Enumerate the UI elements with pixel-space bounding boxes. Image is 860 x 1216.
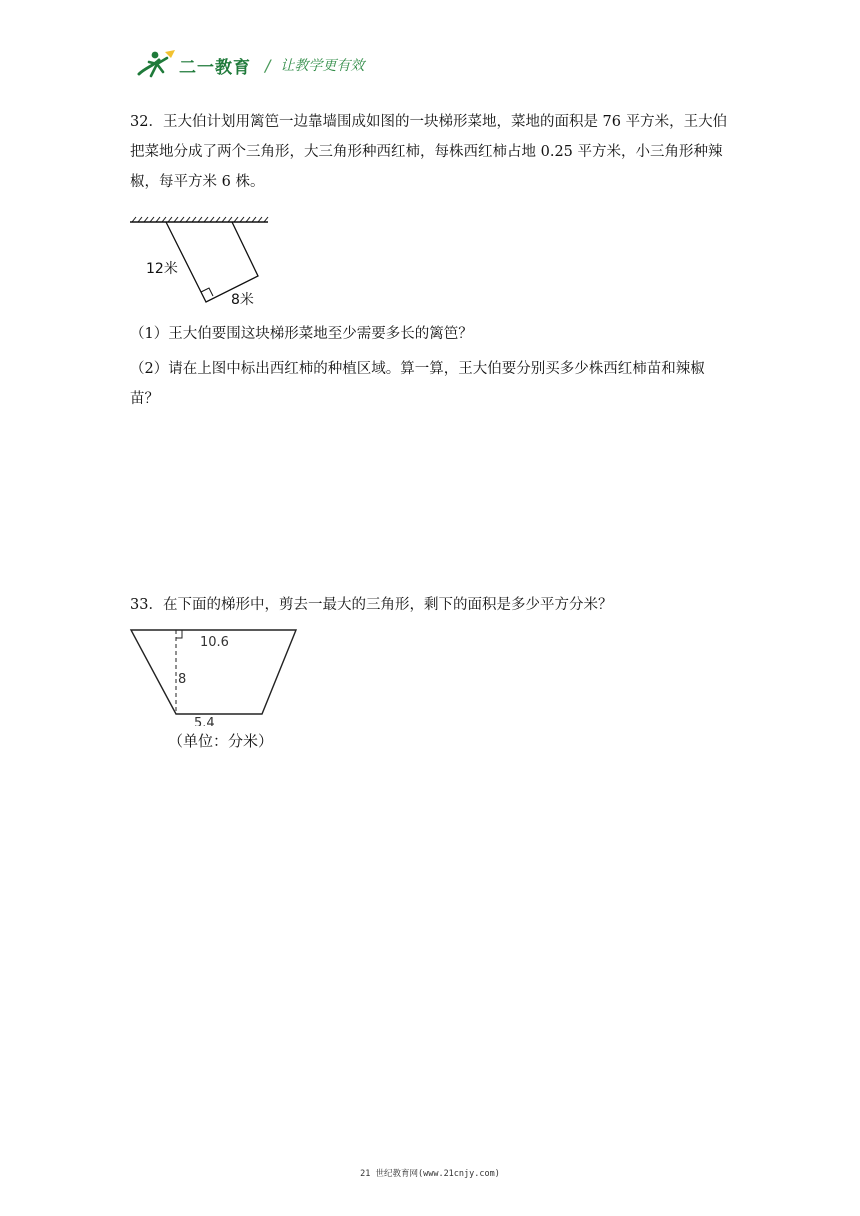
header-slogan: 让教学更有效 bbox=[280, 58, 365, 74]
page-header bbox=[135, 48, 364, 82]
unit-label: （单位：分米） bbox=[168, 732, 274, 750]
question-32-part-1: （1）王大伯要围这块梯形菜地至少需要多长的篱笆？ bbox=[130, 326, 473, 342]
runner-logo-icon bbox=[135, 48, 177, 82]
header-separator: / bbox=[265, 55, 271, 75]
height-label: 8 bbox=[178, 672, 187, 687]
brand-name: 二一教育 bbox=[179, 57, 251, 78]
question-33-text: 33．在下面的梯形中，剪去一最大的三角形，剩下的面积是多少平方分米？ bbox=[130, 597, 613, 613]
label-8m: 8米 bbox=[231, 292, 254, 308]
question-32-figure bbox=[128, 214, 278, 314]
height-right-angle-mark bbox=[176, 630, 182, 638]
question-32-text: 32．王大伯计划用篱笆一边靠墙围成如图的一块梯形菜地，菜地的面积是 76 平方米，王大伯把菜地分成了两个三角形，大三角形种西红柿，每株西红柿占地 0.25 平方米，小三角形种辣椒，每平方米 6 株。 bbox=[130, 114, 728, 190]
label-12m: 12米 bbox=[146, 261, 178, 277]
question-32-part-2: （2）请在上图中标出西红柿的种植区域。算一算，王大伯要分别买多少株西红柿苗和辣椒苗？ bbox=[130, 361, 705, 407]
page-footer: 21 世纪教育网(www.21cnjy.com) bbox=[360, 1169, 500, 1179]
bottom-base-label: 5.4 bbox=[194, 716, 215, 726]
question-33-figure bbox=[128, 626, 303, 730]
trapezoid-garden bbox=[166, 222, 258, 302]
top-base-label: 10.6 bbox=[200, 635, 229, 650]
